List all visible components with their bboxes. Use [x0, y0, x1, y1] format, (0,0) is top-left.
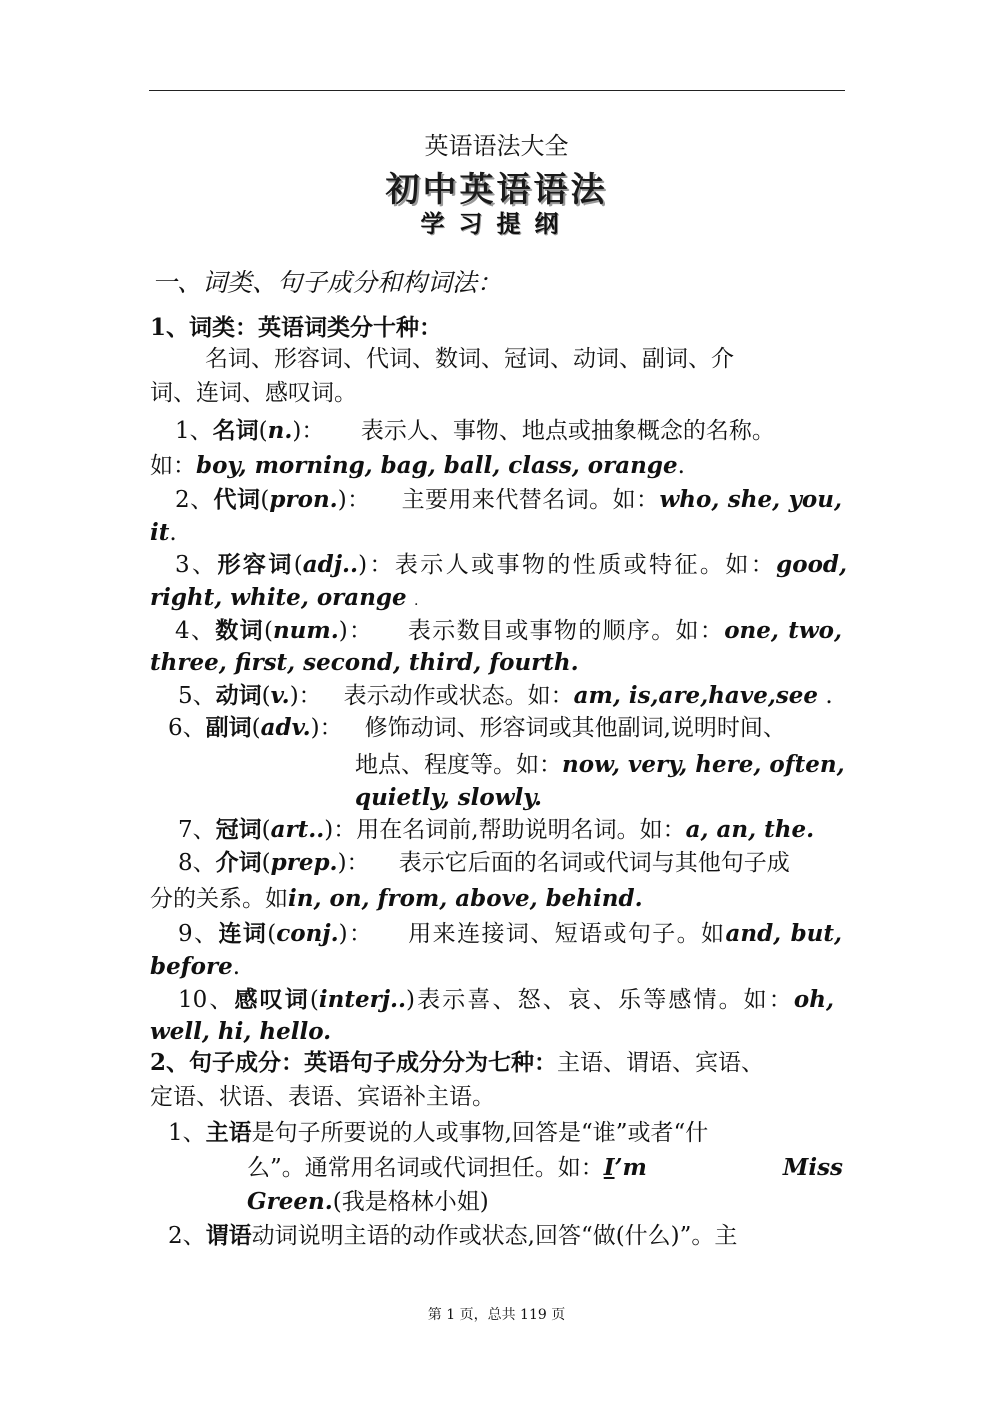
- term-adverb: 副词: [205, 714, 252, 741]
- term-subject: 主语: [205, 1119, 252, 1146]
- term-interjection: 感叹词: [234, 986, 310, 1013]
- header-rule: [149, 90, 845, 91]
- term-pronoun: 代词: [213, 486, 261, 513]
- wordclass-item-verb: 5、动词(v.)： 表示动作或状态。如：am, is,are,have,see .: [178, 682, 833, 709]
- doc-title: 英语语法大全: [424, 132, 569, 160]
- sentence-intro-line2: 定语、状语、表语、宾语补主语。: [150, 1084, 495, 1110]
- wordclass-item-article: 7、冠词(art..)：用在名词前,帮助说明名词。如：a, an, the.: [178, 816, 815, 843]
- wordclass-item-pronoun-cont: it.: [150, 519, 177, 546]
- term-verb: 动词: [215, 682, 262, 709]
- wordclass-intro-line1: 名词、形容词、代词、数词、冠词、动词、副词、介: [205, 346, 734, 372]
- wordclass-item-noun-examples: 如：boy, morning, bag, ball, class, orange.: [150, 452, 685, 479]
- section-heading-1: [152, 268, 502, 298]
- wordclass-item-numeral-cont: three, first, second, third, fourth.: [150, 649, 579, 676]
- term-article: 冠词: [215, 816, 262, 843]
- sentence-heading: 2、句子成分：英语句子成分分为七种：主语、谓语、宾语、: [150, 1049, 765, 1076]
- wordclass-item-noun: 1、名词(n.)： 表示人、事物、地点或抽象概念的名称。: [175, 417, 775, 444]
- term-conjunction: 连词: [218, 920, 268, 947]
- page-footer: 第 1 页，总共 119 页: [427, 1307, 566, 1323]
- section-heading-text: 一、词类、句子成分和构词法：: [152, 268, 503, 297]
- sentence-subject-cont: 么”。通常用名词或代词担任。如：I’m Miss: [247, 1154, 843, 1181]
- wordclass-item-adverb: 6、副词(adv.)： 修饰动词、形容词或其他副词,说明时间、: [168, 714, 786, 741]
- term-preposition: 介词: [215, 849, 262, 876]
- term-numeral: 数词: [215, 617, 264, 644]
- wordclass-item-adjective-cont: right, white, orange .: [150, 584, 419, 611]
- wordclass-item-adverb-cont1: 地点、程度等。如：now, very, here, often,: [355, 751, 845, 778]
- wordclass-item-adjective: 3、形容词(adj..)：表示人或事物的性质或特征。如：good,: [175, 551, 848, 578]
- wordclass-item-preposition-cont: 分的关系。如in, on, from, above, behind.: [150, 885, 643, 912]
- term-adjective: 形容词: [217, 551, 294, 578]
- wordclass-item-pronoun: 2、代词(pron.)： 主要用来代替名词。如：who, she, you,: [175, 486, 843, 513]
- sentence-predicate: 2、谓语动词说明主语的动作或状态,回答“做(什么)”。主: [168, 1222, 738, 1249]
- wordclass-intro-line2: 词、连词、感叹词。: [150, 380, 357, 406]
- sentence-subject-example: Green.(我是格林小姐): [247, 1188, 489, 1215]
- wordclass-item-preposition: 8、介词(prep.)： 表示它后面的名词或代词与其他句子成: [178, 849, 790, 876]
- term-predicate: 谓语: [205, 1222, 252, 1249]
- wordclass-item-adverb-cont2: quietly, slowly.: [355, 784, 543, 811]
- wordclass-item-conjunction: 9、连词(conj.)： 用来连接词、短语或句子。如and, but,: [178, 920, 843, 947]
- doc-subtitle: 学习提纲: [420, 209, 573, 238]
- term-noun: 名词: [212, 417, 259, 444]
- doc-title-large: 初中英语语法: [385, 170, 608, 210]
- sentence-subject: 1、主语是句子所要说的人或事物,回答是“谁”或者“什: [168, 1119, 709, 1146]
- wordclass-item-conjunction-cont: before.: [150, 953, 241, 980]
- wordclass-item-numeral: 4、数词(num.)： 表示数目或事物的顺序。如：one, two,: [175, 617, 842, 644]
- wordclass-item-interjection: 10、感叹词(interj..)表示喜、怒、哀、乐等感情。如：oh,: [178, 986, 834, 1013]
- wordclass-heading: 1、词类：英语词类分十种：: [150, 314, 443, 341]
- wordclass-item-interjection-cont: well, hi, hello.: [150, 1018, 332, 1045]
